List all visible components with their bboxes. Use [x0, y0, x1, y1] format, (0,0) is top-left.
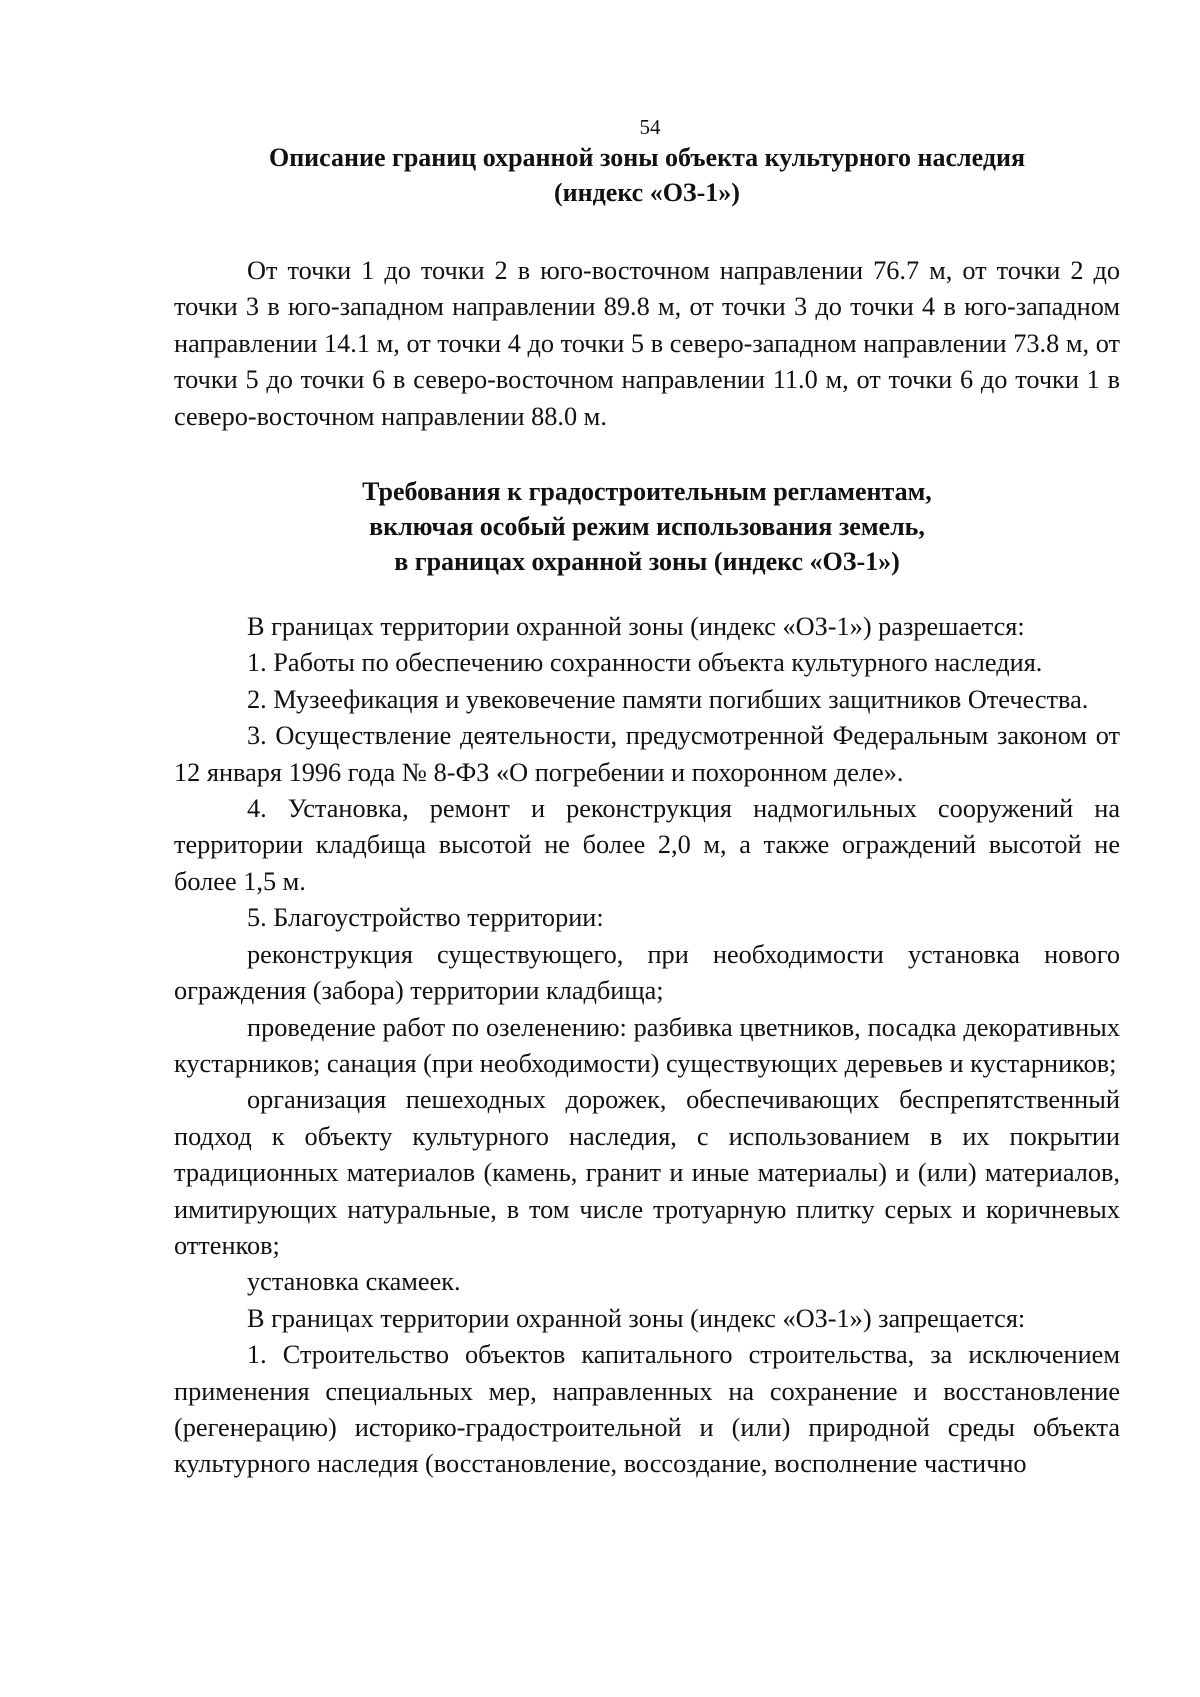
permitted-intro-paragraph: В границах территории охранной зоны (индекс «ОЗ-1») разрешается: [247, 612, 1025, 642]
boundary-description-paragraph: От точки 1 до точки 2 в юго-восточном направлении 76.7 м, от точки 2 до точки 3 в юго-западном направлении 89.8 м, от точки 3 до точки 4 в юго-западном направлении 14.1 м, от точки 4 до точки 5 в северо-западном направлении 73.8 м, от точки 5 до точки 6 в северо-восточном направлении 11.0 м, от точки 6 до точки 1 в северо-восточном направлении 88.0 м. [174, 256, 1120, 431]
permitted-item-1: 1. Работы по обеспечению сохранности объекта культурного наследия. [247, 648, 1043, 678]
section-1-heading-line-1: Описание границ охранной зоны объекта культурного наследия [268, 143, 1026, 172]
prohibited-item-1: 1. Строительство объектов капитального строительства, за исключением применения специальных мер, направленных на сохранение и восстановление (регенерацию) историко-градостроительной и (или) природной среды объекта культурного наследия (восстановление, воссоздание, восполнение частично [174, 1340, 1120, 1479]
landscaping-greenery-paragraph: проведение работ по озеленению: разбивка цветников, посадка декоративных кустарников; санация (при необходимости) существующих деревьев и кустарников; [174, 1012, 1120, 1078]
landscaping-fence-paragraph: реконструкция существующего, при необходимости установка нового ограждения (забора) территории кладбища; [174, 939, 1120, 1006]
section-1-heading-line-2: (индекс «ОЗ-1») [554, 178, 740, 207]
page-content [174, 140, 1120, 1483]
section-2-heading-line-2: включая особый режим использования земель, [369, 512, 925, 542]
landscaping-benches-paragraph: установка скамеек. [247, 1267, 461, 1297]
page-number: 54 [639, 115, 661, 139]
permitted-item-4: 4. Установка, ремонт и реконструкция надмогильных сооружений на территории кладбища высотой не более 2,0 м, а также ограждений высотой не более 1,5 м. [174, 794, 1120, 896]
section-2-heading-line-3: в границах охранной зоны (индекс «ОЗ-1») [394, 547, 900, 577]
section-2-heading-line-1: Требования к градостроительным регламентам, [362, 477, 932, 507]
prohibited-intro-paragraph: В границах территории охранной зоны (индекс «ОЗ-1») запрещается: [247, 1303, 1026, 1333]
permitted-item-5: 5. Благоустройство территории: [247, 903, 604, 933]
permitted-item-3: 3. Осуществление деятельности, предусмотренной Федеральным законом от 12 января 1996 года № 8-ФЗ «О погребении и похоронном деле». [174, 721, 1120, 787]
landscaping-paths-paragraph: организация пешеходных дорожек, обеспечивающих беспрепятственный подход к объекту культурного наследия, с использованием в их покрытии традиционных материалов (камень, гранит и иные материалы) и (или) материалов, имитирующих натуральные, в том числе тротуарную плитку серых и коричневых оттенков; [174, 1085, 1120, 1260]
section-1-heading [174, 140, 1120, 210]
section-2-heading [174, 474, 1120, 579]
permitted-item-2: 2. Музеефикация и увековечение памяти погибших защитников Отечества. [247, 684, 1089, 714]
